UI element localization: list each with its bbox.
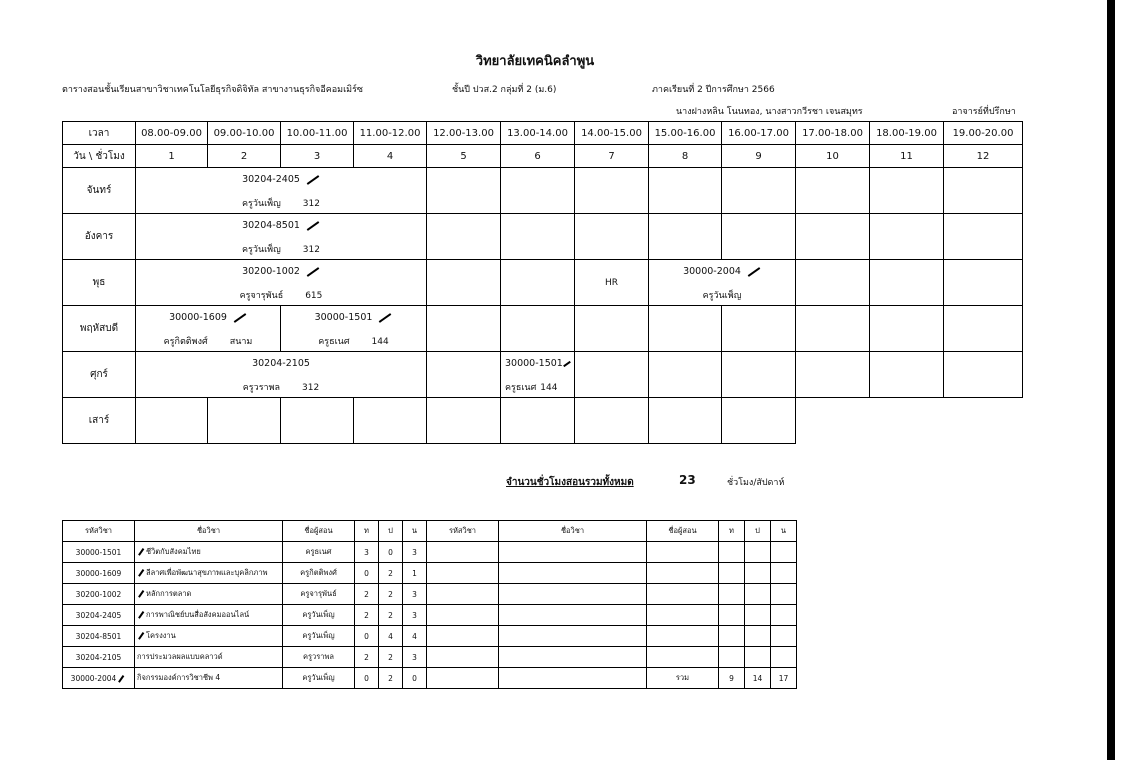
time-slot: 11.00-12.00 bbox=[354, 122, 427, 145]
subject-teacher: ครูวันเพ็ญ bbox=[283, 626, 355, 647]
col-header: ชื่อวิชา bbox=[499, 521, 647, 542]
sum-practice: 14 bbox=[745, 668, 771, 689]
day-label: อังคาร bbox=[63, 214, 136, 260]
room-number: 312 bbox=[302, 245, 320, 255]
course-code: 30000-1501 bbox=[505, 358, 563, 369]
course-code: 30204-8501 bbox=[242, 220, 300, 231]
theory-hours: 2 bbox=[355, 605, 379, 626]
homeroom-cell: HR bbox=[575, 260, 649, 306]
time-label: เวลา bbox=[63, 122, 136, 145]
table-row bbox=[63, 626, 797, 647]
period-row bbox=[63, 145, 1023, 168]
credits: 3 bbox=[403, 584, 427, 605]
subject-code: 30200-1002 bbox=[63, 584, 135, 605]
subjects-table bbox=[62, 520, 797, 689]
col-header: น bbox=[771, 521, 797, 542]
day-label: พฤหัสบดี bbox=[63, 306, 136, 352]
subject-code: 30204-2105 bbox=[63, 647, 135, 668]
time-slot: 09.00-10.00 bbox=[208, 122, 281, 145]
day-row-monday bbox=[63, 168, 1023, 214]
day-row-tuesday bbox=[63, 214, 1023, 260]
practice-hours: 2 bbox=[379, 605, 403, 626]
subject-teacher: ครูวราพล bbox=[283, 647, 355, 668]
time-slot: 12.00-13.00 bbox=[427, 122, 501, 145]
period-number: 3 bbox=[281, 145, 354, 168]
table-row bbox=[63, 584, 797, 605]
class-block bbox=[501, 352, 575, 398]
sum-label: รวม bbox=[647, 668, 719, 689]
table-row bbox=[63, 647, 797, 668]
day-label: ศุกร์ bbox=[63, 352, 136, 398]
theory-hours: 2 bbox=[355, 584, 379, 605]
theory-hours: 2 bbox=[355, 647, 379, 668]
subject-teacher: ครูวันเพ็ญ bbox=[283, 605, 355, 626]
time-slot: 16.00-17.00 bbox=[722, 122, 796, 145]
document-title: วิทยาลัยเทคนิคลำพูน bbox=[475, 54, 595, 69]
subject-name: การพาณิชย์บนสื่อสังคมออนไลน์ bbox=[135, 605, 283, 626]
subject-name: หลักการตลาด bbox=[135, 584, 283, 605]
time-slot: 14.00-15.00 bbox=[575, 122, 649, 145]
subject-name: ชีวิตกับสังคมไทย bbox=[135, 542, 283, 563]
table-row bbox=[63, 563, 797, 584]
day-row-friday bbox=[63, 352, 1023, 398]
check-mark-icon bbox=[138, 590, 144, 597]
time-slot: 15.00-16.00 bbox=[649, 122, 722, 145]
table-row bbox=[63, 605, 797, 626]
col-header: ชื่อผู้สอน bbox=[647, 521, 719, 542]
table-row bbox=[63, 542, 797, 563]
course-code: 30000-1609 bbox=[169, 312, 227, 323]
check-mark-icon bbox=[138, 548, 144, 555]
credits: 1 bbox=[403, 563, 427, 584]
practice-hours: 2 bbox=[379, 563, 403, 584]
room-number: 312 bbox=[302, 199, 320, 209]
practice-hours: 4 bbox=[379, 626, 403, 647]
subject-name: โครงงาน bbox=[135, 626, 283, 647]
period-number: 2 bbox=[208, 145, 281, 168]
sum-credits: 17 bbox=[771, 668, 797, 689]
practice-hours: 2 bbox=[379, 668, 403, 689]
course-code: 30204-2405 bbox=[242, 174, 300, 185]
credits: 4 bbox=[403, 626, 427, 647]
total-hours-value: 23 bbox=[679, 473, 696, 487]
teacher-name: ครูวราพล bbox=[242, 383, 281, 393]
subject-teacher: ครูกิตติพงศ์ bbox=[283, 563, 355, 584]
practice-hours: 2 bbox=[379, 647, 403, 668]
teacher-name: ครูวันเพ็ญ bbox=[242, 199, 281, 209]
period-number: 9 bbox=[722, 145, 796, 168]
check-mark-icon bbox=[307, 267, 320, 277]
total-hours-unit: ชั่วโมง/สัปดาห์ bbox=[727, 478, 785, 488]
course-code: 30000-1501 bbox=[314, 312, 373, 323]
teacher-name: ครูธเนศ bbox=[318, 337, 350, 347]
day-label: พุธ bbox=[63, 260, 136, 306]
col-header: น bbox=[403, 521, 427, 542]
teacher-name: ครูจารุพันธ์ bbox=[239, 291, 284, 301]
time-slot: 10.00-11.00 bbox=[281, 122, 354, 145]
period-number: 11 bbox=[870, 145, 944, 168]
subject-name: ลีลาศเพื่อพัฒนาสุขภาพและบุคลิกภาพ bbox=[135, 563, 283, 584]
theory-hours: 0 bbox=[355, 563, 379, 584]
subjects-header-row bbox=[63, 521, 797, 542]
day-row-wednesday bbox=[63, 260, 1023, 306]
teacher-name: ครูวันเพ็ญ bbox=[702, 291, 742, 301]
subject-code: 30000-1609 bbox=[63, 563, 135, 584]
subject-code: 30000-1501 bbox=[63, 542, 135, 563]
room-number: 615 bbox=[305, 291, 323, 301]
subject-teacher: ครูธเนศ bbox=[283, 542, 355, 563]
advisor-names: นางฝางหลิน โนนทอง, นางสาวกวีรชา เจนสมุทร bbox=[676, 107, 863, 117]
teacher-name: ครูวันเพ็ญ bbox=[242, 245, 281, 255]
class-block bbox=[136, 260, 427, 306]
check-mark-icon bbox=[138, 569, 144, 576]
time-slot: 17.00-18.00 bbox=[796, 122, 870, 145]
advisor-role: อาจารย์ที่ปรึกษา bbox=[952, 107, 1016, 117]
period-number: 1 bbox=[136, 145, 208, 168]
subject-code: 30204-2405 bbox=[63, 605, 135, 626]
time-row bbox=[63, 122, 1023, 145]
theory-hours: 0 bbox=[355, 668, 379, 689]
check-mark-icon bbox=[234, 313, 247, 323]
class-block bbox=[136, 214, 427, 260]
period-label: วัน \ ชั่วโมง bbox=[63, 145, 136, 168]
theory-hours: 0 bbox=[355, 626, 379, 647]
day-row-thursday bbox=[63, 306, 1023, 352]
subject-teacher: ครูจารุพันธ์ bbox=[283, 584, 355, 605]
credits: 3 bbox=[403, 605, 427, 626]
col-header: ป bbox=[379, 521, 403, 542]
term-line: ภาคเรียนที่ 2 ปีการศึกษา 2566 bbox=[652, 85, 775, 95]
time-slot: 13.00-14.00 bbox=[501, 122, 575, 145]
sum-theory: 9 bbox=[719, 668, 745, 689]
period-number: 10 bbox=[796, 145, 870, 168]
period-number: 12 bbox=[944, 145, 1023, 168]
day-row-saturday bbox=[63, 398, 1023, 444]
teacher-name: ครูกิตติพงศ์ bbox=[163, 337, 208, 347]
scan-edge-bar bbox=[1107, 0, 1115, 760]
class-block bbox=[136, 352, 427, 398]
col-header: ป bbox=[745, 521, 771, 542]
program-line: ตารางสอนชั้นเรียนสาขาวิชาเทคโนโลยีธุรกิจดิจิทัล สาขางานธุรกิจอีคอมเมิร์ซ bbox=[62, 85, 364, 95]
class-block bbox=[649, 260, 796, 306]
check-mark-icon bbox=[138, 632, 144, 639]
time-slot: 18.00-19.00 bbox=[870, 122, 944, 145]
period-number: 6 bbox=[501, 145, 575, 168]
subject-code: 30204-8501 bbox=[63, 626, 135, 647]
table-row bbox=[63, 668, 797, 689]
credits: 0 bbox=[403, 668, 427, 689]
time-slot: 19.00-20.00 bbox=[944, 122, 1023, 145]
room-number: 144 bbox=[371, 337, 389, 347]
practice-hours: 0 bbox=[379, 542, 403, 563]
course-code: 30000-2004 bbox=[683, 266, 741, 277]
day-label: เสาร์ bbox=[63, 398, 136, 444]
check-mark-icon bbox=[379, 313, 392, 323]
subject-name: การประมวลผลแบบคลาวด์ bbox=[135, 647, 283, 668]
class-line: ชั้นปี ปวส.2 กลุ่มที่ 2 (ม.6) bbox=[452, 85, 557, 95]
subject-name: กิจกรรมองค์การวิชาชีพ 4 bbox=[135, 668, 283, 689]
check-mark-icon bbox=[307, 221, 320, 231]
subject-teacher: ครูวันเพ็ญ bbox=[283, 668, 355, 689]
col-header: ชื่อผู้สอน bbox=[283, 521, 355, 542]
class-block bbox=[136, 168, 427, 214]
check-mark-icon bbox=[563, 360, 571, 366]
class-block bbox=[136, 306, 281, 352]
time-slot: 08.00-09.00 bbox=[136, 122, 208, 145]
schedule-table bbox=[62, 121, 1023, 444]
period-number: 8 bbox=[649, 145, 722, 168]
room-number: สนาม bbox=[229, 337, 253, 347]
col-header: ชื่อวิชา bbox=[135, 521, 283, 542]
class-block bbox=[281, 306, 427, 352]
check-mark-icon bbox=[138, 611, 144, 618]
check-mark-icon bbox=[748, 267, 761, 277]
theory-hours: 3 bbox=[355, 542, 379, 563]
check-mark-icon bbox=[118, 675, 124, 682]
course-code: 30200-1002 bbox=[242, 266, 300, 277]
day-label: จันทร์ bbox=[63, 168, 136, 214]
practice-hours: 2 bbox=[379, 584, 403, 605]
col-header: ท bbox=[355, 521, 379, 542]
col-header: ท bbox=[719, 521, 745, 542]
total-hours-label: จำนวนชั่วโมงสอนรวมทั้งหมด bbox=[506, 477, 634, 488]
credits: 3 bbox=[403, 647, 427, 668]
course-code: 30204-2105 bbox=[252, 358, 310, 369]
credits: 3 bbox=[403, 542, 427, 563]
room-number: 312 bbox=[302, 383, 320, 393]
check-mark-icon bbox=[307, 175, 320, 185]
period-number: 4 bbox=[354, 145, 427, 168]
period-number: 7 bbox=[575, 145, 649, 168]
subject-code: 30000-2004 bbox=[63, 668, 135, 689]
col-header: รหัสวิชา bbox=[63, 521, 135, 542]
period-number: 5 bbox=[427, 145, 501, 168]
col-header: รหัสวิชา bbox=[427, 521, 499, 542]
teacher-name: ครูธเนศ bbox=[505, 383, 537, 393]
room-number: 144 bbox=[540, 383, 558, 393]
